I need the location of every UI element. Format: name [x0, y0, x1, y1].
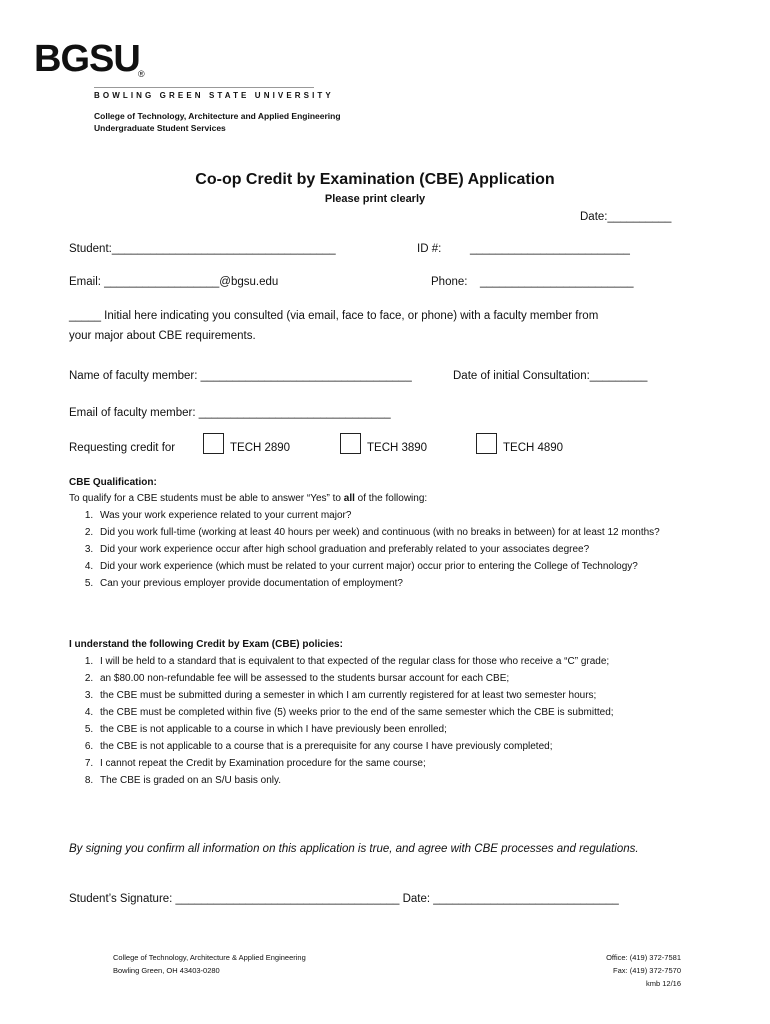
list-item: 5. the CBE is not applicable to a course in which I have previously been enrolled; [96, 721, 736, 738]
signature-field[interactable]: Student’s Signature: ___________________________________ Date: _____________________________ [69, 893, 619, 905]
qualification-intro: To qualify for a CBE students must be able to answer “Yes” to all of the following: [69, 493, 428, 504]
qualification-list [50, 507, 736, 592]
faculty-email-field[interactable]: Email of faculty member: ______________________________ [69, 407, 391, 419]
email-field[interactable]: Email: __________________@bgsu.edu [69, 276, 279, 288]
footer-code: kmb 12/16 [645, 979, 681, 988]
list-item: 2. an $80.00 non-refundable fee will be assessed to the students bursar account for each CBE; [96, 670, 736, 687]
requesting-credit-label: Requesting credit for [69, 442, 176, 454]
policies-heading: I understand the following Credit by Exam (CBE) policies: [69, 639, 343, 650]
list-item: 5. Can your previous employer provide documentation of employment? [96, 575, 736, 592]
form-title: Co-op Credit by Examination (CBE) Application [195, 171, 555, 188]
tech-4890-checkbox[interactable] [476, 433, 497, 454]
list-item: 6. the CBE is not applicable to a course that is a prerequisite for any course I have previously completed; [96, 738, 736, 755]
student-field[interactable]: Student:___________________________________ [69, 243, 336, 255]
bgsu-logo: BGSU [34, 38, 140, 80]
faculty-name-field[interactable]: Name of faculty member: _________________________________ [69, 370, 412, 382]
tech-3890-label: TECH 3890 [367, 442, 428, 454]
date-field[interactable]: Date:__________ [580, 211, 672, 223]
list-item: 7. I cannot repeat the Credit by Examination procedure for the same course; [96, 755, 736, 772]
logo-divider [94, 87, 314, 88]
list-item: 4. the CBE must be completed within five (5) weeks prior to the end of the same semester which the CBE is submitted; [96, 704, 736, 721]
signing-statement: By signing you confirm all information on this application is true, and agree with CBE processes and regulations. [69, 843, 639, 855]
list-item: 1. I will be held to a standard that is equivalent to that expected of the regular class for those who receive a “C” grade; [96, 653, 736, 670]
tech-4890-label: TECH 4890 [503, 442, 564, 454]
policies-list [50, 653, 736, 789]
id-field[interactable]: _________________________ [470, 243, 630, 255]
department-name: Undergraduate Student Services [94, 123, 226, 133]
tech-2890-checkbox[interactable] [203, 433, 224, 454]
footer-office-phone: Office: (419) 372-7581 [606, 953, 681, 962]
list-item: 3. Did your work experience occur after high school graduation and preferably related to your associates degree? [96, 541, 736, 558]
qualification-heading: CBE Qualification: [69, 477, 157, 488]
id-label: ID #: [417, 243, 442, 255]
form-subtitle: Please print clearly [324, 193, 426, 205]
university-name: BOWLING GREEN STATE UNIVERSITY [94, 91, 334, 100]
college-name: College of Technology, Architecture and Applied Engineering [94, 111, 341, 121]
registered-mark: ® [138, 69, 145, 79]
phone-field[interactable]: ________________________ [480, 276, 634, 288]
list-item: 2. Did you work full-time (working at least 40 hours per week) and continuous (with no breaks in between) for at least 12 months? [96, 524, 736, 541]
list-item: 4. Did your work experience (which must be related to your current major) occur prior to entering the College of Technology? [96, 558, 736, 575]
consultation-date-field[interactable]: Date of initial Consultation:_________ [453, 370, 648, 382]
tech-2890-label: TECH 2890 [230, 442, 291, 454]
phone-label: Phone: [431, 276, 468, 288]
list-item: 3. the CBE must be submitted during a semester in which I am currently registered for at least two semester hours; [96, 687, 736, 704]
initial-statement-line2: your major about CBE requirements. [69, 330, 256, 342]
tech-3890-checkbox[interactable] [340, 433, 361, 454]
list-item: 8. The CBE is graded on an S/U basis only. [96, 772, 736, 789]
initial-statement-line1[interactable]: _____ Initial here indicating you consulted (via email, face to face, or phone) with a faculty member from [69, 310, 599, 322]
footer-fax: Fax: (419) 372-7570 [613, 966, 681, 975]
footer-address: Bowling Green, OH 43403-0280 [113, 966, 220, 975]
footer-college: College of Technology, Architecture & Applied Engineering [113, 953, 306, 962]
list-item: 1. Was your work experience related to your current major? [96, 507, 736, 524]
